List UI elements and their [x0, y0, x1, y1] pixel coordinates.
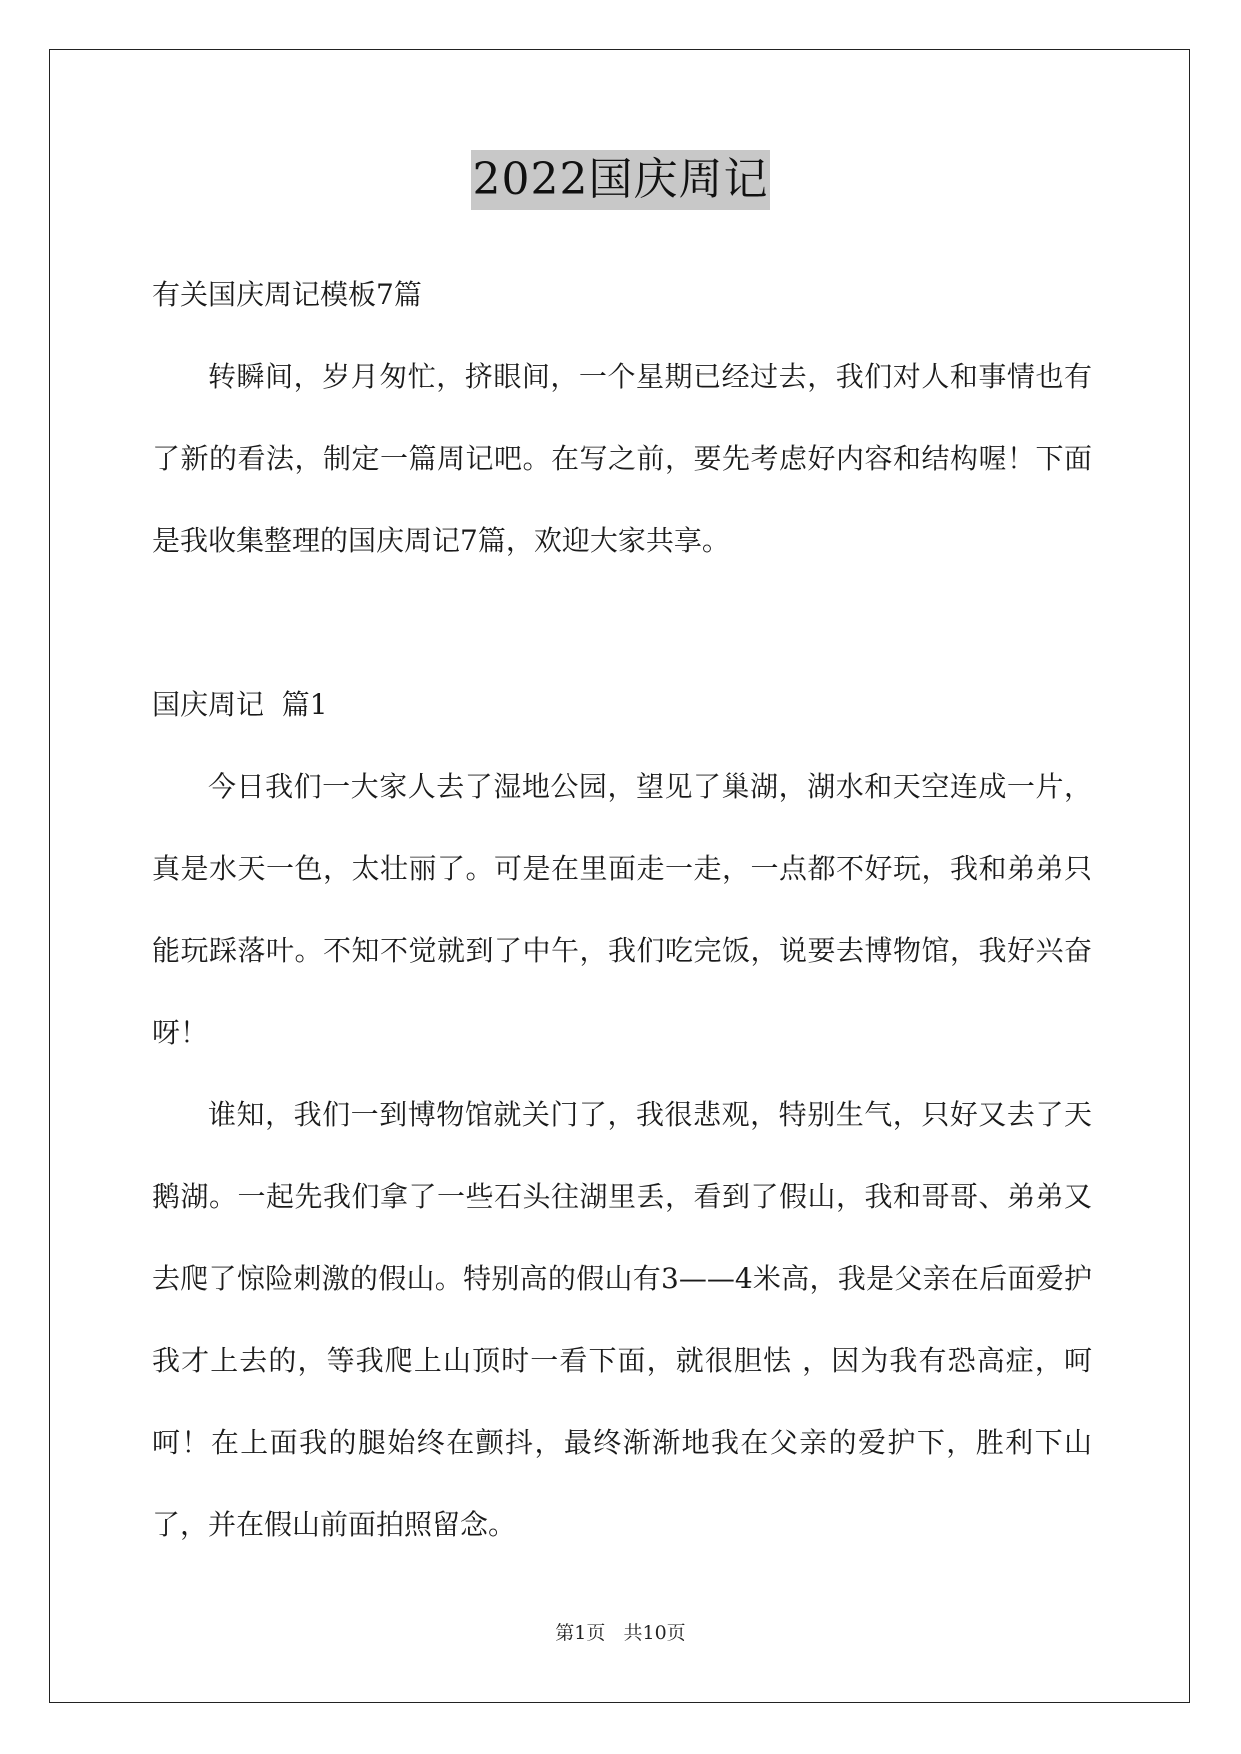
section-spacer [152, 582, 1092, 664]
document-subtitle: 有关国庆周记模板7篇 [152, 278, 422, 311]
section-paragraph-1: 今日我们一大家人去了湿地公园，望见了巢湖，湖水和天空连成一片，真是水天一色，太壮丽了。可是在里面走一走，一点都不好玩，我和弟弟只能玩踩落叶。不知不觉就到了中午，我们吃完饭，说要去博物馆，我好兴奋呀！ [152, 770, 1092, 1049]
document-title: 2022国庆周记 [471, 150, 771, 210]
section-heading: 国庆周记 篇1 [152, 688, 328, 721]
title-wrap [0, 150, 1241, 210]
page-footer: 第1页 共10页 [555, 1622, 686, 1644]
document-body [152, 254, 1092, 1566]
section-paragraph-2: 谁知，我们一到博物馆就关门了，我很悲观，特别生气，只好又去了天鹅湖。一起先我们拿了一些石头往湖里丢，看到了假山，我和哥哥、弟弟又去爬了惊险刺激的假山。特别高的假山有3——4米高，我是父亲在后面爱护我才上去的，等我爬上山顶时一看下面，就很胆怯 ，因为我有恐高症，呵呵！在上面我的腿始终在颤抖，最终渐渐地我在父亲的爱护下，胜利下山了，并在假山前面拍照留念。 [152, 1098, 1092, 1541]
intro-paragraph: 转瞬间，岁月匆忙，挤眼间，一个星期已经过去，我们对人和事情也有了新的看法，制定一篇周记吧。在写之前，要先考虑好内容和结构喔！下面是我收集整理的国庆周记7篇，欢迎大家共享。 [152, 360, 1092, 557]
